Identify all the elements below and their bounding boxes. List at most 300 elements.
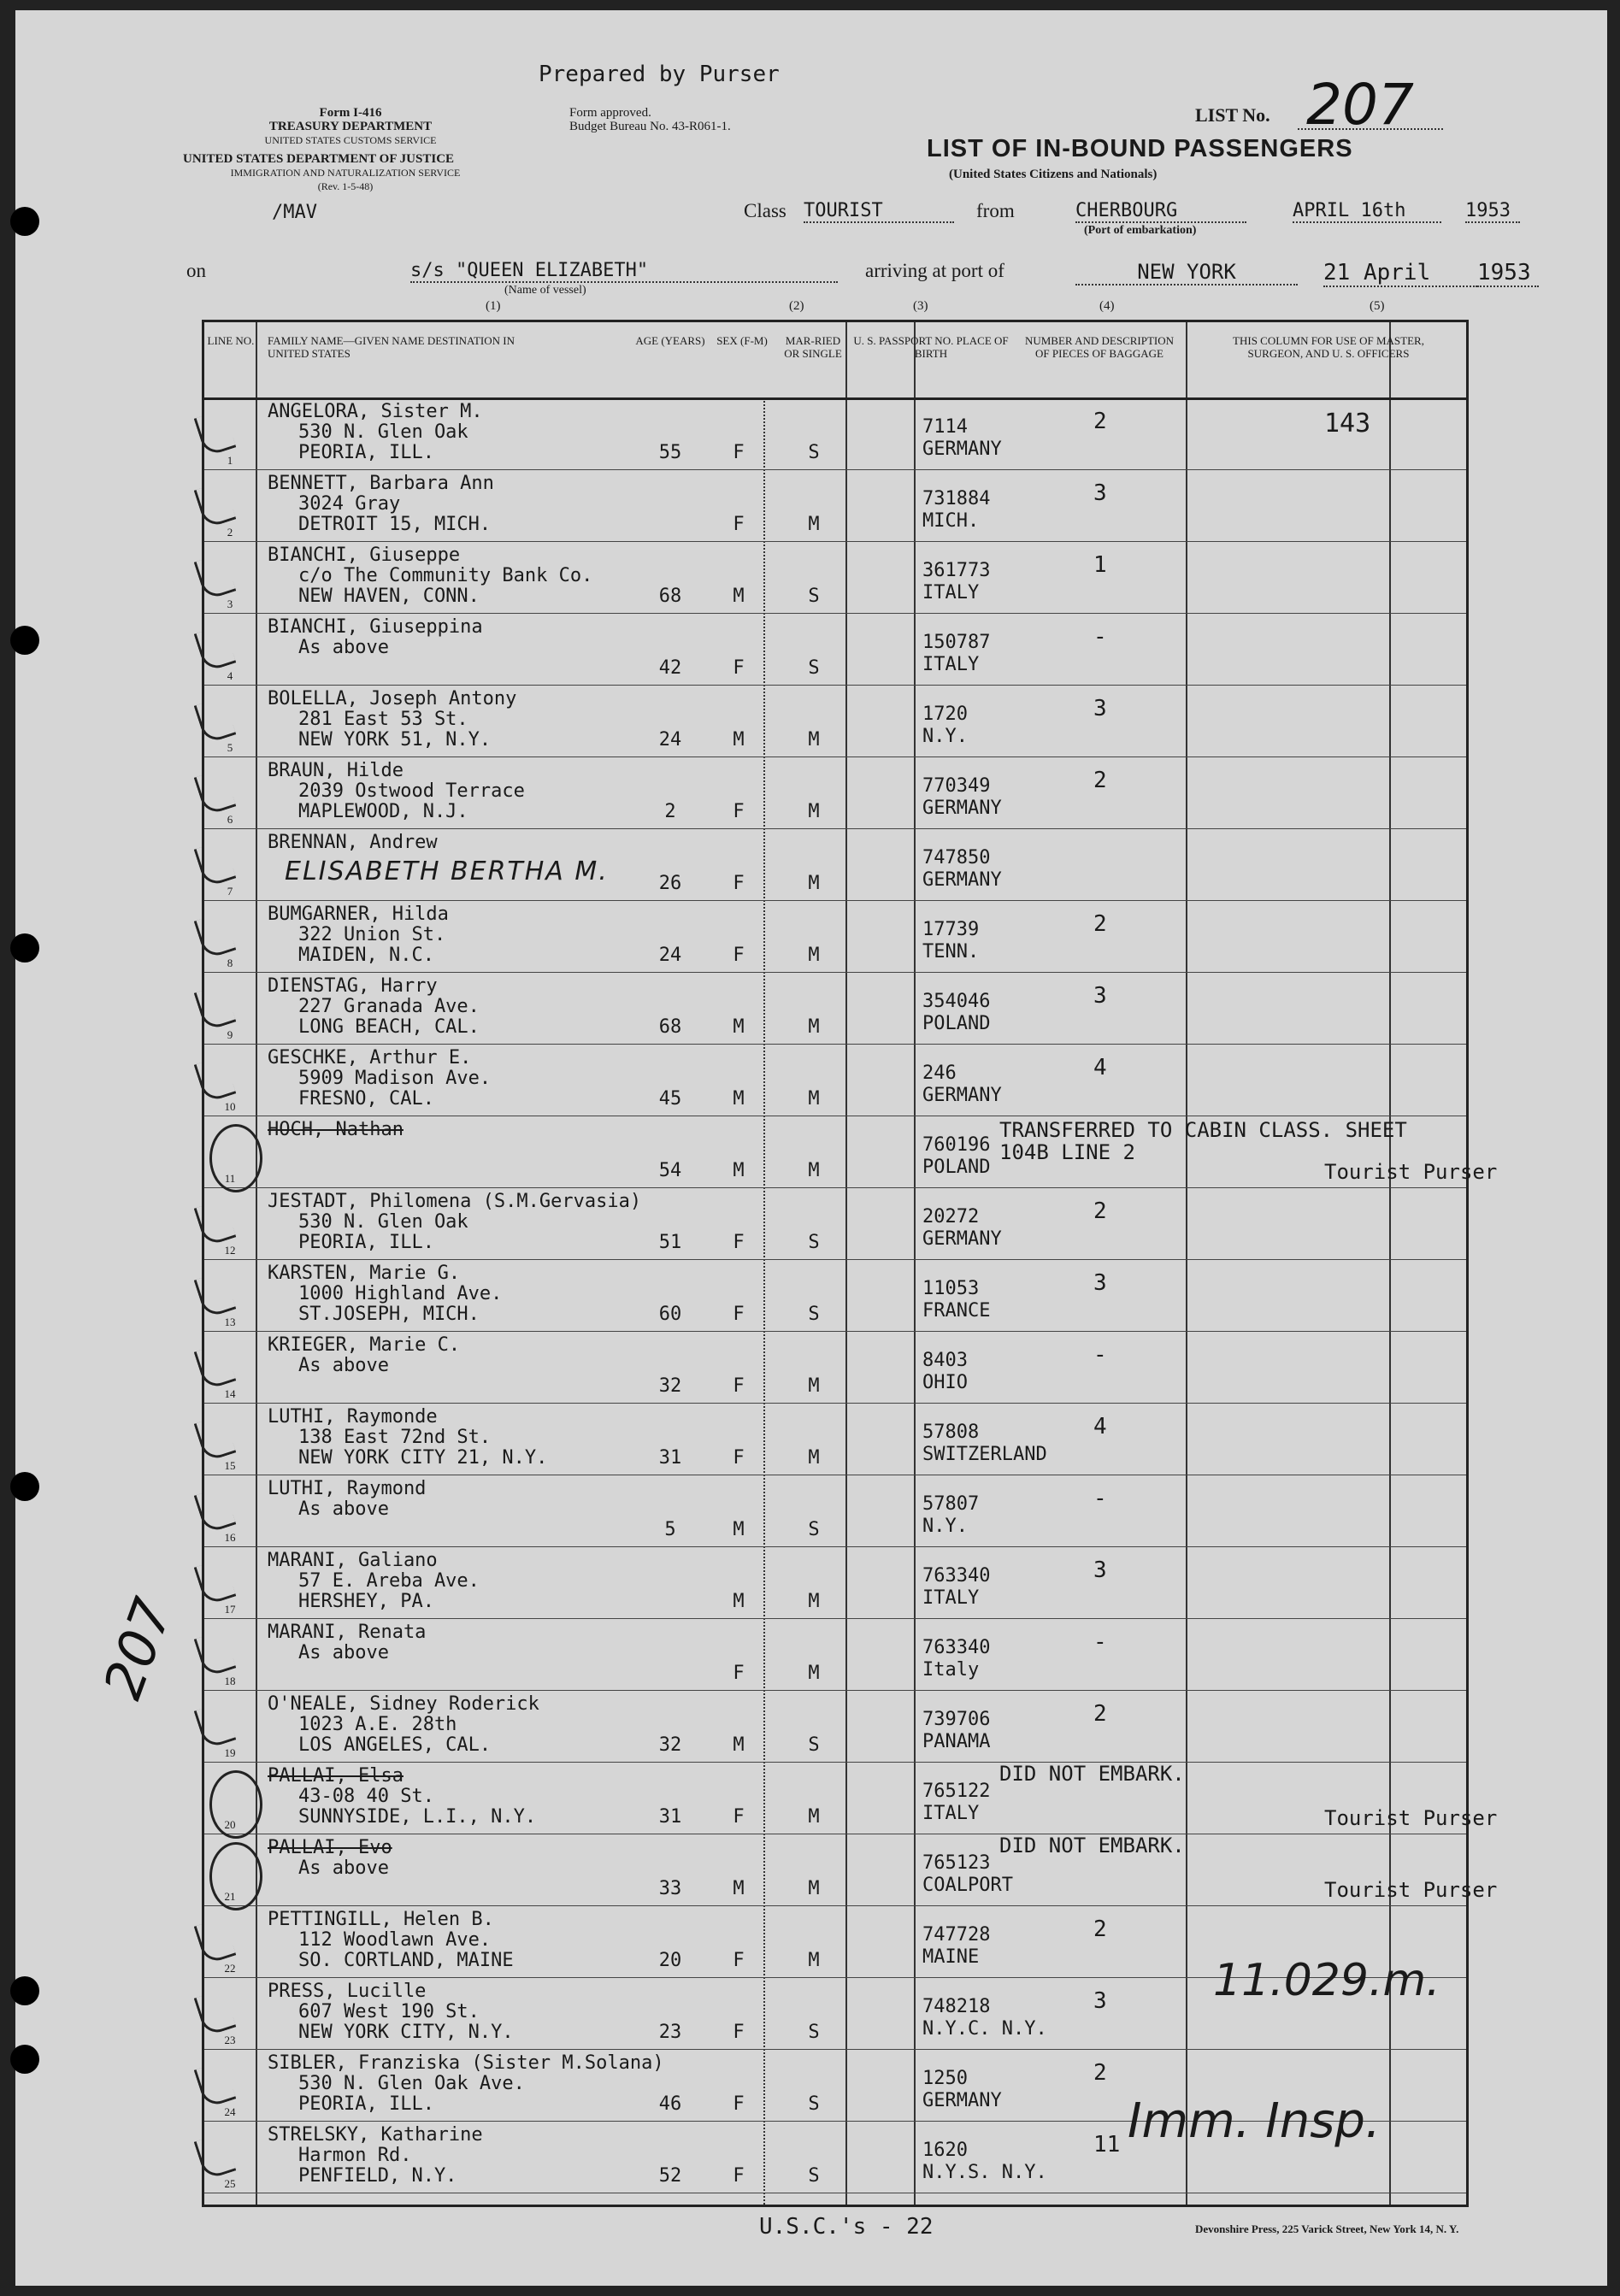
- place-of-birth: COALPORT: [922, 1875, 1013, 1896]
- check-mark-icon: [194, 2132, 237, 2180]
- address-line-2: MAIDEN, N.C.: [298, 945, 434, 966]
- from-label: from: [976, 200, 1015, 221]
- punch-hole: [10, 1472, 39, 1501]
- marital-status: S: [808, 2165, 820, 2187]
- baggage-count: 2: [1093, 409, 1107, 434]
- passenger-name: O'NEALE, Sidney Roderick: [268, 1693, 539, 1715]
- line-number: 5: [227, 741, 233, 754]
- check-mark-icon: [194, 1916, 237, 1964]
- sex-value: F: [733, 1447, 745, 1469]
- check-mark-icon: [194, 768, 237, 815]
- address-line-2: SO. CORTLAND, MAINE: [298, 1950, 514, 1971]
- line-number: 22: [224, 1962, 236, 1975]
- form-approved: Form approved.: [569, 106, 651, 120]
- address-line-1: 57 E. Areba Ave.: [298, 1570, 480, 1592]
- check-mark-icon: [194, 552, 237, 600]
- baggage-count: 2: [1093, 1916, 1107, 1942]
- check-mark-icon: [194, 1198, 237, 1246]
- sex-value: F: [733, 801, 745, 822]
- port-caption: (Port of embarkation): [1084, 224, 1197, 237]
- check-mark-icon: [194, 1414, 237, 1462]
- col-num-3: (3): [913, 299, 928, 313]
- table-row: [204, 1331, 1466, 1404]
- passenger-name: MARANI, Galiano: [268, 1550, 438, 1571]
- year-from: 1953: [1465, 200, 1520, 223]
- header-married: MAR-RIED OR SINGLE: [784, 334, 842, 360]
- passenger-name: PRESS, Lucille: [268, 1981, 427, 2002]
- sex-value: F: [733, 1304, 745, 1325]
- address-line-2: DETROIT 15, MICH.: [298, 514, 492, 535]
- form-number: Form I-416: [319, 106, 382, 120]
- place-of-birth: ITALY: [922, 582, 980, 603]
- passport-number: 747728: [922, 1924, 991, 1946]
- punch-hole: [10, 2045, 39, 2074]
- passenger-name: KRIEGER, Marie C.: [268, 1334, 461, 1356]
- table-row: [204, 900, 1466, 973]
- sex-value: F: [733, 1663, 745, 1684]
- address-line-1: As above: [298, 1642, 389, 1663]
- table-row: [204, 469, 1466, 542]
- place-of-birth: Italy: [922, 1659, 980, 1681]
- punch-hole: [10, 933, 39, 963]
- header-officers: THIS COLUMN FOR USE OF MASTER, SURGEON, AND U. S. OFFICERS: [1233, 334, 1424, 360]
- baggage-count: 2: [1093, 911, 1107, 937]
- officer-note: TRANSFERRED TO CABIN CLASS. SHEET 104B LINE 2: [999, 1118, 1407, 1164]
- sex-value: F: [733, 1232, 745, 1253]
- header-line: LINE NO.: [207, 334, 255, 347]
- table-header: [204, 322, 1466, 400]
- footer-uscs: U.S.C.'s - 22: [759, 2214, 934, 2240]
- passenger-name: BRAUN, Hilde: [268, 760, 404, 781]
- passport-number: 246: [922, 1063, 957, 1084]
- passenger-name: BUMGARNER, Hilda: [268, 904, 449, 925]
- line-number: 24: [224, 2105, 236, 2118]
- baggage-count: -: [1093, 1486, 1107, 1511]
- header-sex: SEX (F-M): [716, 334, 768, 347]
- table-row: [204, 1259, 1466, 1332]
- place-of-birth: TENN.: [922, 941, 980, 963]
- address-line-1: 138 East 72nd St.: [298, 1427, 492, 1448]
- passenger-name: BOLELLA, Joseph Antony: [268, 688, 517, 709]
- table-row: [204, 1834, 1498, 1906]
- baggage-count: 2: [1093, 1701, 1107, 1727]
- line-number: 11: [224, 1172, 236, 1185]
- table-row: [204, 1403, 1466, 1475]
- purser-signature: Tourist Purser: [1324, 1160, 1498, 1184]
- address-line-1: 112 Woodlawn Ave.: [298, 1929, 492, 1951]
- passenger-name: BENNETT, Barbara Ann: [268, 473, 494, 494]
- passport-number: 763340: [922, 1565, 991, 1587]
- passenger-name: KARSTEN, Marie G.: [268, 1263, 461, 1284]
- sex-value: F: [733, 1950, 745, 1971]
- arrival-port: NEW YORK: [1075, 260, 1298, 286]
- address-line-1: As above: [298, 1498, 389, 1520]
- officer-note: 143: [1324, 409, 1371, 439]
- passport-number: 11053: [922, 1278, 980, 1299]
- address-line-2: PEORIA, ILL.: [298, 2093, 434, 2115]
- from-value: CHERBOURG: [1075, 200, 1246, 223]
- check-mark-icon: [194, 2060, 237, 2108]
- table-row: [204, 1116, 1498, 1188]
- place-of-birth: ITALY: [922, 1587, 980, 1609]
- passport-number: 765122: [922, 1781, 991, 1802]
- passenger-name: GESCHKE, Arthur E.: [268, 1047, 472, 1069]
- address-line-1: 227 Granada Ave.: [298, 996, 480, 1017]
- table-row: [204, 828, 1466, 901]
- passenger-name: PETTINGILL, Helen B.: [268, 1909, 494, 1930]
- passport-number: 739706: [922, 1709, 991, 1730]
- circle-mark-icon: [209, 1770, 262, 1839]
- check-mark-icon: [194, 624, 237, 672]
- age-value: 24: [658, 729, 682, 751]
- address-line-2: LONG BEACH, CAL.: [298, 1016, 480, 1038]
- table-row: [204, 685, 1466, 757]
- passport-number: 150787: [922, 632, 991, 653]
- officer-note: DID NOT EMBARK.: [999, 1834, 1185, 1857]
- passport-number: 1250: [922, 2068, 968, 2089]
- punch-hole: [10, 626, 39, 655]
- address-line-1: 607 West 190 St.: [298, 2001, 480, 2022]
- address-line-2: HERSHEY, PA.: [298, 1591, 434, 1612]
- baggage-count: 3: [1093, 983, 1107, 1009]
- line-number: 20: [224, 1818, 236, 1831]
- list-no-value: 207: [1306, 72, 1414, 138]
- officer-note: Imm. Insp.: [1128, 2093, 1381, 2149]
- baggage-count: -: [1093, 1629, 1107, 1655]
- col-num-5: (5): [1370, 299, 1385, 313]
- footer-printer: Devonshire Press, 225 Varick Street, New York 14, N. Y.: [1195, 2222, 1459, 2235]
- place-of-birth: GERMANY: [922, 1085, 1002, 1106]
- baggage-count: 3: [1093, 696, 1107, 721]
- address-line-1: ELISABETH BERTHA M.: [285, 857, 609, 886]
- place-of-birth: ITALY: [922, 1803, 980, 1824]
- marital-status: S: [808, 1519, 820, 1540]
- check-mark-icon: [194, 696, 237, 744]
- sex-value: F: [733, 442, 745, 463]
- table-row: [204, 1618, 1466, 1691]
- line-number: 4: [227, 669, 233, 682]
- table-row: [204, 1546, 1466, 1619]
- address-line-1: 43-08 40 St.: [298, 1786, 434, 1807]
- marital-status: M: [808, 1806, 820, 1828]
- place-of-birth: N.Y.: [922, 726, 968, 747]
- passenger-name: STRELSKY, Katharine: [268, 2124, 483, 2146]
- table-row: [204, 397, 1466, 470]
- baggage-count: -: [1093, 1342, 1107, 1368]
- marital-status: M: [808, 514, 820, 535]
- margin-note: 207: [91, 1590, 185, 1707]
- address-line-2: LOS ANGELES, CAL.: [298, 1734, 492, 1756]
- passport-number: 17739: [922, 919, 980, 940]
- age-value: 32: [658, 1734, 682, 1756]
- passenger-name: LUTHI, Raymond: [268, 1478, 427, 1499]
- age-value: 20: [658, 1950, 682, 1971]
- address-line-2: NEW YORK CITY, N.Y.: [298, 2022, 514, 2043]
- baggage-count: 11: [1093, 2132, 1121, 2158]
- passenger-name: BIANCHI, Giuseppina: [268, 616, 483, 638]
- marital-status: S: [808, 2022, 820, 2043]
- place-of-birth: PANAMA: [922, 1731, 991, 1752]
- place-of-birth: GERMANY: [922, 1228, 1002, 1250]
- header-name: FAMILY NAME—GIVEN NAME DESTINATION IN UNITED STATES: [268, 334, 515, 360]
- sex-value: F: [733, 2165, 745, 2187]
- age-value: 60: [658, 1304, 682, 1325]
- line-number: 12: [224, 1244, 236, 1257]
- purser-signature: Tourist Purser: [1324, 1806, 1498, 1830]
- sex-value: M: [733, 1160, 745, 1181]
- line-number: 9: [227, 1028, 233, 1041]
- age-value: 46: [658, 2093, 682, 2115]
- address-line-2: PEORIA, ILL.: [298, 1232, 434, 1253]
- address-line-1: 530 N. Glen Oak: [298, 421, 468, 443]
- line-number: 10: [224, 1100, 236, 1113]
- table-row: [204, 972, 1466, 1045]
- line-number: 21: [224, 1890, 236, 1903]
- sex-value: F: [733, 514, 745, 535]
- age-value: 51: [658, 1232, 682, 1253]
- baggage-count: 3: [1093, 1988, 1107, 2014]
- passport-number: 748218: [922, 1996, 991, 2017]
- line-number: 25: [224, 2177, 236, 2190]
- address-line-2: NEW HAVEN, CONN.: [298, 586, 480, 607]
- passenger-name: JESTADT, Philomena (S.M.Gervasia): [268, 1191, 642, 1212]
- line-number: 23: [224, 2034, 236, 2046]
- marital-status: S: [808, 657, 820, 679]
- place-of-birth: GERMANY: [922, 2090, 1002, 2111]
- address-line-1: 5909 Madison Ave.: [298, 1068, 492, 1089]
- col-num-1: (1): [486, 299, 501, 313]
- age-value: 68: [658, 1016, 682, 1038]
- passenger-name: BRENNAN, Andrew: [268, 832, 438, 853]
- passport-number: 760196: [922, 1134, 991, 1156]
- passport-number: 763340: [922, 1637, 991, 1658]
- passenger-name: SIBLER, Franziska (Sister M.Solana): [268, 2052, 664, 2074]
- punch-hole: [10, 207, 39, 236]
- age-value: 31: [658, 1447, 682, 1469]
- passport-number: 731884: [922, 488, 991, 509]
- baggage-count: 2: [1093, 2060, 1107, 2086]
- address-line-2: PEORIA, ILL.: [298, 442, 434, 463]
- line-number: 3: [227, 598, 233, 610]
- marital-status: M: [808, 1591, 820, 1612]
- sex-value: F: [733, 657, 745, 679]
- sex-value: M: [733, 1734, 745, 1756]
- check-mark-icon: [194, 1557, 237, 1605]
- age-value: 68: [658, 586, 682, 607]
- sex-value: F: [733, 2022, 745, 2043]
- check-mark-icon: [194, 1701, 237, 1749]
- baggage-count: 2: [1093, 1198, 1107, 1224]
- page-title: LIST OF IN-BOUND PASSENGERS: [927, 135, 1353, 162]
- table-row: [204, 613, 1466, 686]
- class-label: Class: [744, 200, 786, 221]
- baggage-count: -: [1093, 624, 1107, 650]
- circle-mark-icon: [209, 1842, 262, 1910]
- place-of-birth: N.Y.S. N.Y.: [922, 2162, 1047, 2183]
- age-value: 5: [664, 1519, 676, 1540]
- line-number: 18: [224, 1675, 236, 1687]
- marital-status: M: [808, 1088, 820, 1110]
- baggage-count: 3: [1093, 1270, 1107, 1296]
- line-number: 17: [224, 1603, 236, 1616]
- marital-status: M: [808, 945, 820, 966]
- marital-status: S: [808, 442, 820, 463]
- place-of-birth: GERMANY: [922, 439, 1002, 460]
- baggage-count: 2: [1093, 768, 1107, 793]
- address-line-1: 3024 Gray: [298, 493, 401, 515]
- address-line-2: NEW YORK CITY 21, N.Y.: [298, 1447, 548, 1469]
- passport-number: 8403: [922, 1350, 968, 1371]
- line-number: 14: [224, 1387, 236, 1400]
- place-of-birth: MAINE: [922, 1946, 980, 1968]
- revision: (Rev. 1-5-48): [317, 180, 374, 192]
- list-no-underline: [1298, 128, 1443, 130]
- place-of-birth: FRANCE: [922, 1300, 991, 1322]
- passenger-name: PALLAI, Evo: [268, 1837, 392, 1858]
- line-number: 8: [227, 957, 233, 969]
- col-num-4: (4): [1099, 299, 1115, 313]
- address-line-1: 2039 Ostwood Terrace: [298, 780, 525, 802]
- passport-number: 1620: [922, 2140, 968, 2161]
- marital-status: M: [808, 1950, 820, 1971]
- baggage-count: 3: [1093, 1557, 1107, 1583]
- header-baggage: NUMBER AND DESCRIPTION OF PIECES OF BAGGAGE: [1024, 334, 1175, 360]
- address-line-2: FRESNO, CAL.: [298, 1088, 434, 1110]
- mav-code: /MAV: [272, 202, 317, 223]
- check-mark-icon: [194, 1342, 237, 1390]
- page-subtitle: (United States Citizens and Nationals): [949, 168, 1158, 181]
- date-from: APRIL 16th: [1293, 200, 1441, 223]
- officer-note: 11.029.m.: [1213, 1955, 1440, 2006]
- address-line-2: PENFIELD, N.Y.: [298, 2165, 457, 2187]
- check-mark-icon: [194, 983, 237, 1031]
- passport-number: 361773: [922, 560, 991, 581]
- customs-service: UNITED STATES CUSTOMS SERVICE: [264, 134, 437, 146]
- passport-number: 20272: [922, 1206, 980, 1227]
- age-value: 54: [658, 1160, 682, 1181]
- justice-dept: UNITED STATES DEPARTMENT OF JUSTICE: [183, 152, 455, 166]
- sex-value: F: [733, 945, 745, 966]
- address-line-1: 281 East 53 St.: [298, 709, 468, 730]
- passenger-name: DIENSTAG, Harry: [268, 975, 438, 997]
- budget-bureau: Budget Bureau No. 43-R061-1.: [569, 120, 731, 133]
- table-row: [204, 1475, 1466, 1547]
- arrival-date: 21 April: [1323, 260, 1477, 287]
- place-of-birth: POLAND: [922, 1157, 991, 1178]
- check-mark-icon: [194, 1629, 237, 1677]
- passenger-name: BIANCHI, Giuseppe: [268, 545, 461, 566]
- marital-status: M: [808, 729, 820, 751]
- sex-value: M: [733, 1088, 745, 1110]
- marital-status: M: [808, 1016, 820, 1038]
- check-mark-icon: [194, 911, 237, 959]
- passport-number: 747850: [922, 847, 991, 868]
- passenger-name: ANGELORA, Sister M.: [268, 401, 483, 422]
- address-line-1: 1023 A.E. 28th: [298, 1714, 457, 1735]
- passport-number: 770349: [922, 775, 991, 797]
- sex-value: M: [733, 1016, 745, 1038]
- sex-value: M: [733, 1878, 745, 1899]
- age-value: 26: [658, 873, 682, 894]
- baggage-count: 1: [1093, 552, 1107, 578]
- on-label: on: [186, 260, 206, 281]
- marital-status: M: [808, 1663, 820, 1684]
- sex-value: M: [733, 1591, 745, 1612]
- line-number: 1: [227, 454, 233, 467]
- sex-value: M: [733, 729, 745, 751]
- address-line-2: NEW YORK 51, N.Y.: [298, 729, 492, 751]
- check-mark-icon: [194, 480, 237, 528]
- passenger-table: [202, 320, 1498, 2207]
- marital-status: S: [808, 1232, 820, 1253]
- sex-value: F: [733, 873, 745, 894]
- vessel-caption: (Name of vessel): [504, 284, 586, 297]
- address-line-2: SUNNYSIDE, L.I., N.Y.: [298, 1806, 537, 1828]
- address-line-1: 530 N. Glen Oak Ave.: [298, 2073, 525, 2094]
- header-passport: U. S. PASSPORT NO. PLACE OF BIRTH: [853, 334, 1009, 360]
- sex-value: F: [733, 2093, 745, 2115]
- check-mark-icon: [194, 1988, 237, 2036]
- line-number: 16: [224, 1531, 236, 1544]
- passport-number: 765123: [922, 1852, 991, 1874]
- table-row: [204, 1690, 1466, 1763]
- age-value: 33: [658, 1878, 682, 1899]
- marital-status: M: [808, 873, 820, 894]
- marital-status: M: [808, 801, 820, 822]
- vessel-name: s/s "QUEEN ELIZABETH": [410, 260, 838, 283]
- baggage-count: 4: [1093, 1055, 1107, 1080]
- marital-status: S: [808, 586, 820, 607]
- line-number: 2: [227, 526, 233, 539]
- circle-mark-icon: [209, 1124, 262, 1192]
- marital-status: M: [808, 1878, 820, 1899]
- age-value: 55: [658, 442, 682, 463]
- place-of-birth: GERMANY: [922, 869, 1002, 891]
- address-line-1: 1000 Highland Ave.: [298, 1283, 503, 1304]
- place-of-birth: N.Y.: [922, 1516, 968, 1537]
- sex-value: M: [733, 1519, 745, 1540]
- table-row: [204, 1762, 1498, 1834]
- age-value: 45: [658, 1088, 682, 1110]
- arriving-label: arriving at port of: [865, 260, 1004, 281]
- place-of-birth: ITALY: [922, 654, 980, 675]
- passenger-name: LUTHI, Raymonde: [268, 1406, 438, 1428]
- sex-value: F: [733, 1806, 745, 1828]
- place-of-birth: GERMANY: [922, 798, 1002, 819]
- arrival-year: 1953: [1477, 260, 1539, 287]
- ins-service: IMMIGRATION AND NATURALIZATION SERVICE: [230, 167, 461, 179]
- line-number: 19: [224, 1746, 236, 1759]
- place-of-birth: SWITZERLAND: [922, 1444, 1047, 1465]
- marital-status: S: [808, 1734, 820, 1756]
- line-number: 13: [224, 1316, 236, 1328]
- prepared-by: Prepared by Purser: [539, 62, 780, 87]
- age-value: 23: [658, 2022, 682, 2043]
- marital-status: M: [808, 1447, 820, 1469]
- passenger-name: MARANI, Renata: [268, 1622, 427, 1643]
- header-age: AGE (YEARS): [635, 334, 705, 347]
- passenger-name: HOCH, Nathan: [268, 1119, 404, 1140]
- sex-value: F: [733, 1375, 745, 1397]
- document-sheet: [15, 10, 1607, 2286]
- place-of-birth: MICH.: [922, 510, 980, 532]
- sex-value: M: [733, 586, 745, 607]
- marital-status: M: [808, 1160, 820, 1181]
- age-value: 42: [658, 657, 682, 679]
- address-line-1: 322 Union St.: [298, 924, 446, 945]
- table-row: [204, 1187, 1466, 1260]
- passenger-name: PALLAI, Elsa: [268, 1765, 404, 1787]
